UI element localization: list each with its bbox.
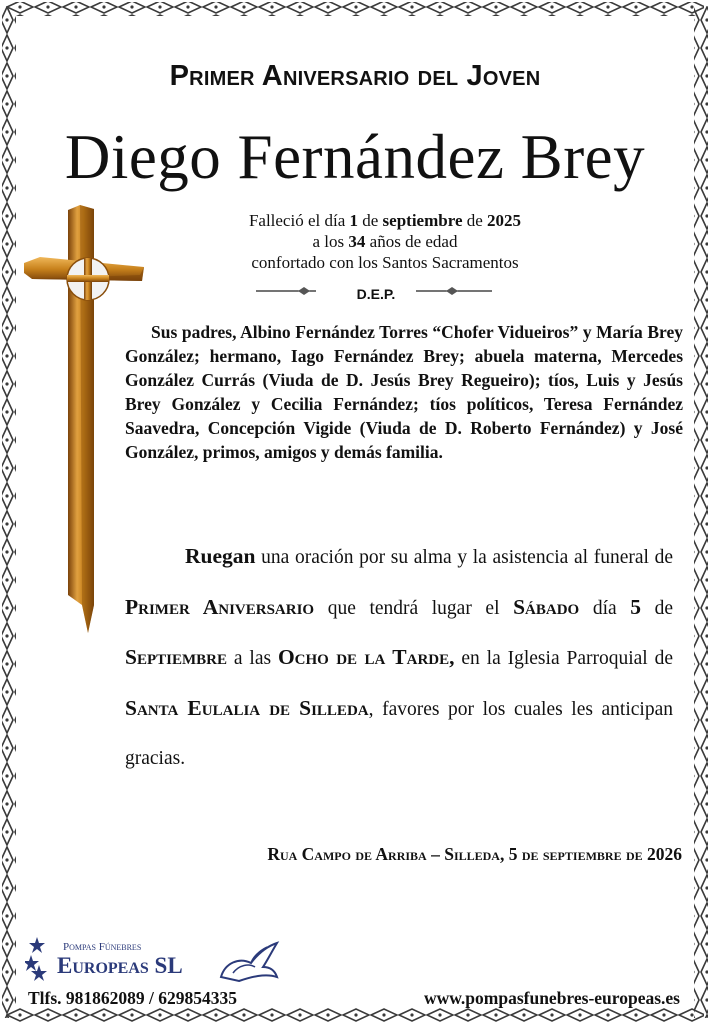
service-church: Santa Eulalia de Silleda <box>125 695 369 720</box>
dove-icon <box>221 943 277 981</box>
location-date: Rua Campo de Arriba – Silleda, 5 de septiembre de 2026 <box>267 844 682 864</box>
dep-label: D.E.P. <box>356 286 396 302</box>
company-phones: Tlfs. 981862089 / 629854335 <box>28 988 238 1008</box>
service-day: 5 <box>630 594 641 619</box>
company-logo <box>25 933 285 985</box>
service-time: Ocho de la Tarde, <box>277 645 455 669</box>
family-paragraph: Sus padres, Albino Fernández Torres “Chofer Vidueiros” y María Brey González; hermano, Iago Fernández Brey; abuela materna, Mercedes González Currás (Viuda de D. Jesús Brey Regueiro); tíos, Luis y Jesús Brey González y Cecilia Fernández; tíos políticos, Teresa Fernández Saavedra, Concepción Vigide (Viuda de D. Roberto Fernández) y José González, primos, amigos y demás familia. <box>125 322 683 462</box>
death-day: 1 <box>349 211 358 230</box>
funeral-request-paragraph: Ruegan una oración por su alma y la asistencia al funeral de Primer Aniversario que tendrá lugar el Sábado día 5 de Septiembre a las Ocho de la Tarde, en la Iglesia Parroquial de Santa Eulalia de Silleda, favores por los cuales les anticipan gracias. <box>125 544 674 769</box>
anniversary-heading: Primer Aniversario del Joven <box>169 60 541 92</box>
sacraments-line: confortado con los Santos Sacramentos <box>251 253 519 272</box>
death-year: 2025 <box>487 211 522 230</box>
service-weekday: Sábado <box>513 594 580 619</box>
age-value: 34 <box>348 232 366 251</box>
deceased-name: Diego Fernández Brey <box>64 122 646 192</box>
company-website-link[interactable]: www.pompasfunebres-europeas.es <box>423 988 680 1008</box>
death-month: septiembre <box>382 211 463 230</box>
death-info <box>160 210 610 273</box>
service-name: Primer Aniversario <box>125 594 315 619</box>
company-small-name: Pompas Fúnebres <box>63 941 142 953</box>
age-line: a los 34 años de edad <box>312 232 458 251</box>
company-big-name: Europeas SL <box>57 953 183 978</box>
service-month: Septiembre <box>125 645 227 669</box>
death-date-line: Falleció el día 1 de septiembre de 2025 <box>248 211 522 230</box>
